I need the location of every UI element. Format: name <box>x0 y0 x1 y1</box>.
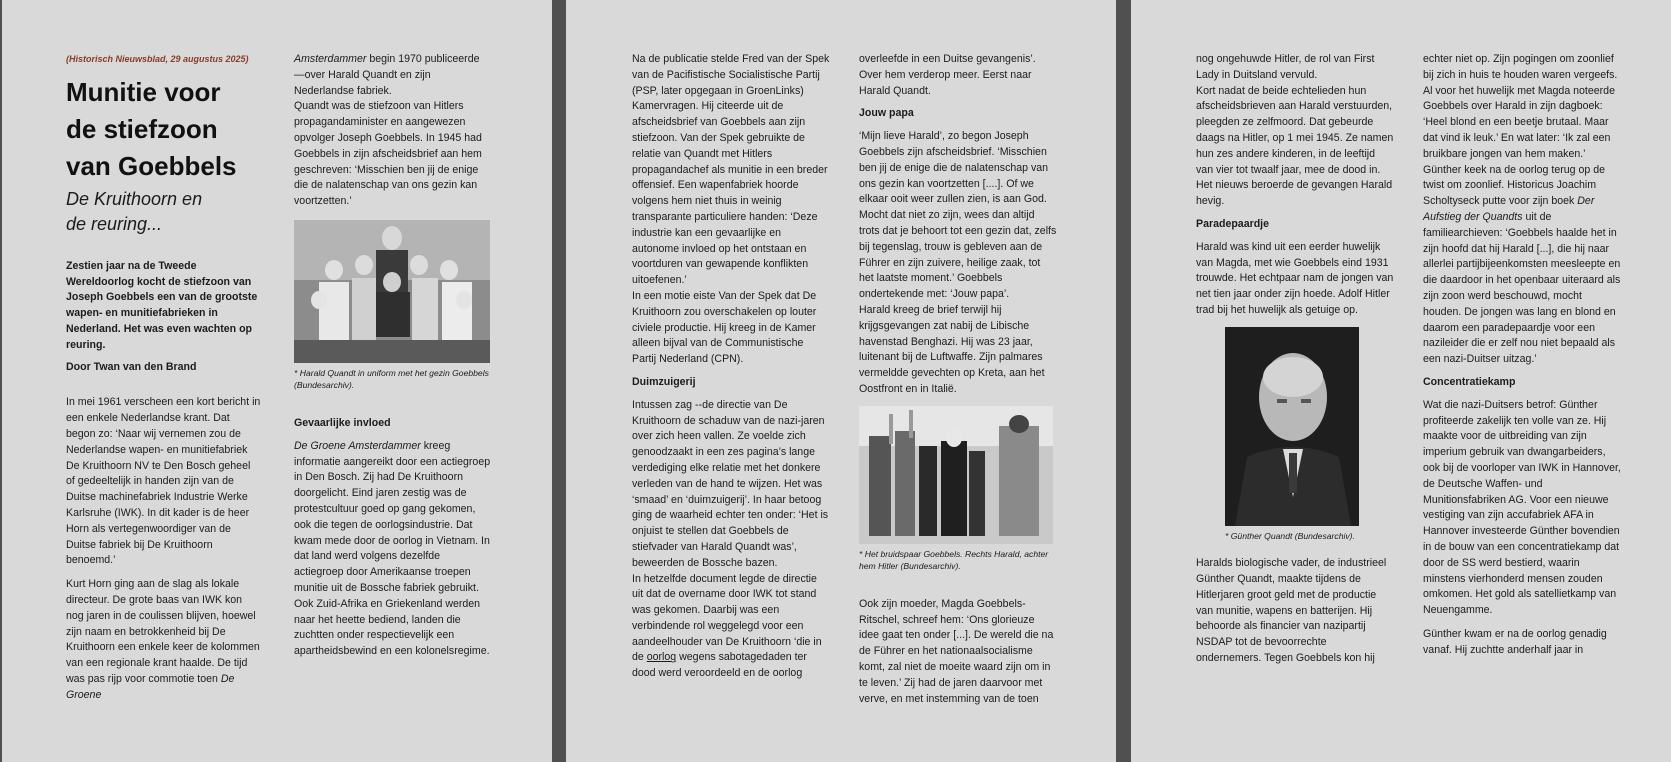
page-2 <box>566 0 1116 762</box>
paragraph: Kurt Horn ging aan de slag als lokale directeur. De grote baas van IWK kon nog jaren in de coulissen blijven, hoewel zijn naam en betrokkenheid bij De Kruithoorn een enkele keer de kolommen van een regionale krant haalde. De tijd was pas rijp voor commotie toen De Groene <box>66 578 260 701</box>
paragraph: Quandt was de stiefzoon van Hitlers propagandaminister en aangewezen opvolger Joseph Goebbels. In 1945 had Goebbels in zijn afscheidsbrief aan hem geschreven: ‘Misschien ben jij de enige die de nalatenschap van ons gezin kan voortzetten.’ <box>294 100 482 208</box>
page1-column-1 <box>66 52 262 704</box>
paragraph: Haralds biologische vader, de industrieel Günther Quandt, maakte tijdens de Hitlerjaren groot geld met de productie van munitie, wapens en batterijen. Hij behoorde als financier van nazipartij NSDAP tot de bevoorrechte ondernemers. Tegen Goebbels kon hij <box>1196 557 1387 665</box>
paragraph: In hetzelfde document legde de directie uit dat de overname door IWK tot stand was gekomen. Daarbij was een verbindende rol weggelegd voor een aandeelhouder van De Kruithoorn ‘die in de oorlog wegens sabotagedaden ter dood werd veroordeeld en de oorlog <box>632 572 822 680</box>
page3-column-1 <box>1196 52 1394 667</box>
page-3 <box>1131 0 1671 762</box>
paragraph: Kort nadat de beide echtelieden hun afscheidsbrieven aan Harald verstuurden, pleegden ze zelfmoord. Dat gebeurde daags na Hitler, op 1 mei 1945. Ze namen hun zes andere kinderen, in de leeftijd van vier tot twaalf jaar, mee de dood in. <box>1196 84 1394 176</box>
paragraph: Harald kreeg de brief terwijl hij krijgsgevangen zat nabij de Libische havenstad Benghazi. Hij was 23 jaar, luitenant bij de Luftwaffe. Zijn palmares vermeldde gevechten op Kreta, aan het Oostfront en in Italië. <box>859 303 1045 395</box>
photo-caption: * Harald Quandt in uniform met het gezin Goebbels (Bundesarchiv). <box>294 367 489 391</box>
article-subtitle <box>66 187 262 237</box>
page3-column-2 <box>1423 52 1623 658</box>
paragraph: Intussen zag --de directie van De Kruithoorn de schaduw van de nazi-jaren over zich heen vallen. Ze voelde zich genoodzaakt in een zes pagina’s lange verdediging elke relatie met het donkere verleden van de hand te wijzen. Het was ‘smaad’ en ‘duimzuigerij’. In haar betoog ging de waarheid echter ten onder: ‘Het is onjuist te stellen dat Goebbels de stiefvader van Harald Quandt was’, beweerden de Bossche bazen. <box>632 398 829 569</box>
title-line-3: van Goebbels <box>66 150 237 181</box>
page2-column-1 <box>632 52 830 682</box>
section-heading: Concentratiekamp <box>1423 375 1516 388</box>
subtitle-line-1: De Kruithoorn en <box>66 188 203 209</box>
subtitle-line-2: de reuring... <box>66 213 163 234</box>
paragraph: In een motie eiste Van der Spek dat De Kruithoorn zou overschakelen op louter civiele productie. Hij kreeg in de Kamer alleen bijval van de Communistische Partij Nederland (CPN). <box>632 289 817 366</box>
paragraph: Wat die nazi-Duitsers betrof: Günther profiteerde zakelijk ten volle van ze. Hij maakte voor de uitbreiding van zijn imperium gebruik van dwangarbeiders, ook bij de voorloper van IWK in Hannover, de Deutsche Waffen- und Munitionsfabriken AG. Voor een nieuwe vestiging van zijn accufabriek AFA in Hannover investeerde Günther bovendien in de bouw van een concentratiekamp dat door de SS werd bestierd, waarin minstens vierhonderd mensen zouden omkomen. Het gold als satellietkamp van Neuengamme. <box>1423 398 1621 617</box>
family-photo <box>294 220 490 363</box>
byline: Door Twan van den Brand <box>66 360 197 373</box>
wedding-photo <box>859 406 1053 544</box>
paragraph: Na de publicatie stelde Fred van der Spek van de Pacifistische Socialistische Partij (PSP, later opgegaan in GroenLinks) Kamervragen. Hij citeerde uit de afscheidsbrief van Goebbels aan zijn stiefzoon. Van der Spek gebruikte de relatie van Quandt met Hitlers propagandachef als munitie in een breder offensief. Een wapenfabriek hoorde volgens hem niet thuis in weinig transparante particuliere handen: ‘Deze industrie kan een gevaarlijke en autonome invloed op het ontstaan en voortduren van gewapende konflikten uitoefenen.’ <box>632 53 830 287</box>
paragraph: Al voor het huwelijk met Magda noteerde Goebbels over Harald in zijn dagboek: ‘Heel blond en een beetje brutaal. Maar dat vind ik leuk.’ En wat later: ‘Ik zal een bruikbare jongen van hem maken.’ Günther keek na de oorlog terug op de twist om zoonlief. Historicus Joachim Scholtyseck putte voor zijn boek Der Aufstieg der Quandts uit de familiearchieven: ‘Goebbels haalde het in zijn hoofd dat hij Harald [...], die hij naar allerlei partijbijeenkomsten meesleepte en die daardoor in het openbaar uiteraard als zijn zoon werd beschouwd, mocht houden. De jongen was lang en blond en daarom een paradepaardje voor een nazileider die er zelf nou niet bepaald als een nazi-Duitser uitzag.’ <box>1423 84 1621 366</box>
lead-paragraph: Zestien jaar na de Tweede Wereldoorlog kocht de stiefzoon van Joseph Goebbels een van de grootste wapen- en munitiefabrieken in Nederland. Het was even wachten op reuring. <box>66 259 258 351</box>
paragraph: Amsterdammer begin 1970 publiceerde —over Harald Quandt en zijn Nederlandse fabriek. <box>294 53 480 97</box>
section-heading: Jouw papa <box>859 107 914 120</box>
portrait-photo <box>1225 327 1359 526</box>
section-heading: Duimzuigerij <box>632 375 696 388</box>
section-heading: Gevaarlijke invloed <box>294 416 391 429</box>
paragraph: echter niet op. Zijn pogingen om zoonlief bij zich in huis te houden waren vergeefs. <box>1423 53 1618 81</box>
photo-caption: * Günther Quandt (Bundesarchiv). <box>1225 530 1355 541</box>
title-line-2: de stiefzoon <box>66 113 218 144</box>
paragraph: nog ongehuwde Hitler, de rol van First Lady in Duitsland vervuld. <box>1196 53 1375 81</box>
article-title <box>66 74 262 185</box>
page2-column-2 <box>859 52 1057 707</box>
paragraph: De Groene Amsterdammer kreeg informatie aangereikt door een actiegroep in Den Bosch. Zij had De Kruithoorn doorgelicht. Eind jaren zestig was de protestcultuur goed op gang gekomen, ook die tegen de oorlogsindustrie. Dat kwam mede door de oorlog in Vietnam. In dat land werd volgens dezelfde actiegroep door Amerikaanse troepen munitie uit de Bossche fabriek gebruikt. Ook Zuid-Afrika en Griekenland werden naar het heette bediend, landen die zuchtten onder respectievelijk een apartheidsbewind en een kolonelsregime. <box>294 439 491 658</box>
section-heading: Paradepaardje <box>1196 217 1270 230</box>
photo-caption: * Het bruidspaar Goebbels. Rechts Harald, achter hem Hitler (Bundesarchiv). <box>859 548 1049 572</box>
title-line-1: Munitie voor <box>66 76 221 107</box>
paragraph: Ook zijn moeder, Magda Goebbels-Ritschel, schreef hem: ‘Ons glorieuze idee gaat ten onder [...]. De wereld die na de Führer en het nationaalsocialisme komt, zal niet de moeite waard zijn om in te leven.’ Zij had de jaren daarvoor met verve, en met instemming van de toen <box>859 597 1054 705</box>
page-1 <box>2 0 552 762</box>
paragraph: ‘Mijn lieve Harald’, zo begon Joseph Goebbels zijn afscheidsbrief. ‘Misschien ben jij de enige die de nalatenschap van ons gezin kan voortzetten [....]. Of we elkaar ooit weer zullen zien, is aan God. Mocht dat niet zo zijn, wees dan altijd trots dat je behoort tot een gezin dat, zelfs bij tegenslag, trouw is gebleven aan de Führer en zijn zuivere, heilige zaak, tot het laatste moment.’ Goebbels ondertekende met: ‘Jouw papa’. <box>859 130 1057 301</box>
underlined-word: oorlog <box>646 651 677 664</box>
paragraph: In mei 1961 verscheen een kort bericht in een enkele Nederlandse krant. Dat begon zo: ‘Naar wij vernemen zou de Nederlandse wapen- en munitiefabriek De Kruithoorn NV te Den Bosch geheel of gedeeltelijk in handen zijn van de Duitse machinefabriek Industrie Werke Karlsruhe (IWK). In dit kader is de heer Horn als vertegenwoordiger van de Duitse fabriek bij De Kruithoorn benoemd.’ <box>66 396 261 567</box>
page1-column-2 <box>294 52 492 660</box>
paragraph: Günther kwam er na de oorlog genadig vanaf. Hij zuchtte anderhalf jaar in <box>1423 627 1607 656</box>
paragraph: overleefde in een Duitse gevangenis’. Over hem verderop meer. Eerst naar Harald Quandt. <box>859 53 1036 97</box>
paragraph: Het nieuws beroerde de gevangen Harald hevig. <box>1196 179 1393 208</box>
paragraph: Harald was kind uit een eerder huwelijk van Magda, met wie Goebbels eind 1931 trouwde. Het echtpaar nam de jongen van net tien jaar onder zijn hoede. Adolf Hitler trad bij het huwelijk als getuige op. <box>1196 240 1394 316</box>
dateline: (Historisch Nieuwsblad, 29 augustus 2025) <box>66 54 249 64</box>
